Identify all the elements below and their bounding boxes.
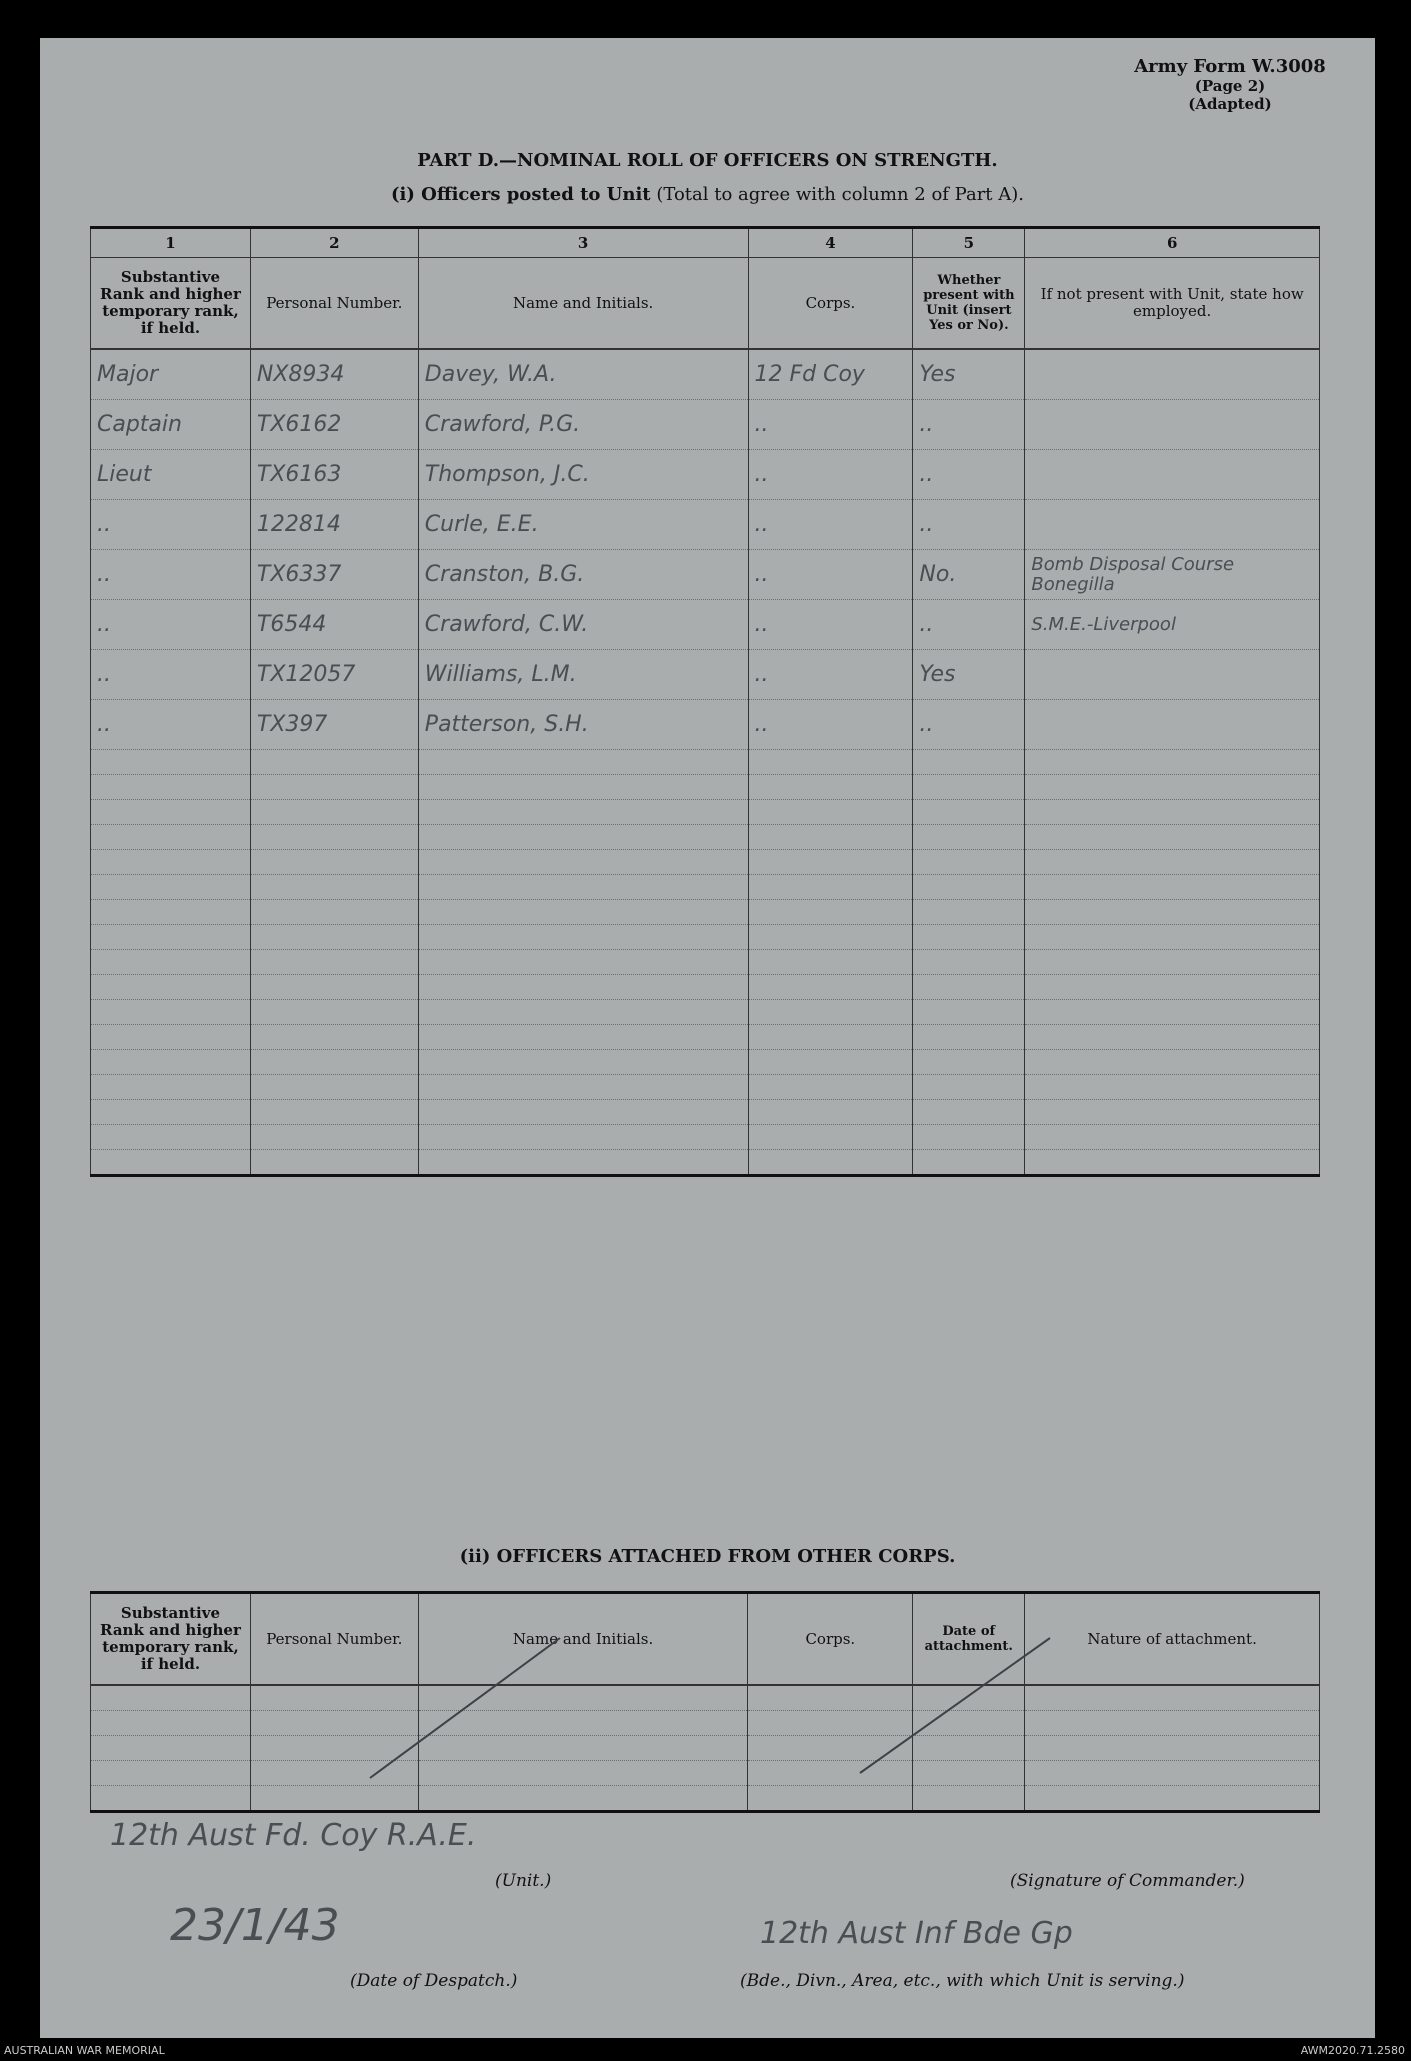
- cell-present: ..: [913, 400, 1025, 450]
- cell-name: Patterson, S.H.: [418, 700, 748, 750]
- cell-number: NX8934: [250, 349, 418, 400]
- unit-label: (Unit.): [495, 1871, 552, 1891]
- cell-number: T6544: [250, 600, 418, 650]
- page-title: PART D.—NOMINAL ROLL OF OFFICERS ON STRENGTH.: [417, 150, 998, 171]
- cell-rank: Captain: [91, 400, 251, 450]
- section-ii-title: (ii) OFFICERS ATTACHED FROM OTHER CORPS.: [459, 1546, 956, 1567]
- header-row: Substantive Rank and higher temporary rank, if held. Personal Number. Name and Initials. Corps. Date of attachment. Nature of attachment.: [91, 1593, 1320, 1686]
- cell-corps: ..: [748, 650, 913, 700]
- cell-number: 122814: [250, 500, 418, 550]
- cell-corps: ..: [748, 500, 913, 550]
- cell-name: Williams, L.M.: [418, 650, 748, 700]
- cell-rank: ..: [91, 550, 251, 600]
- document-sheet: [40, 38, 1375, 2038]
- unit-value: 12th Aust Fd. Coy R.A.E.: [110, 1818, 477, 1853]
- cell-corps: ..: [748, 600, 913, 650]
- cell-name: Thompson, J.C.: [418, 450, 748, 500]
- cell-rank: ..: [91, 500, 251, 550]
- cell-present: Yes: [913, 349, 1025, 400]
- cell-rank: Lieut: [91, 450, 251, 500]
- footer-source: AUSTRALIAN WAR MEMORIAL: [4, 2044, 165, 2057]
- cell-corps: ..: [748, 450, 913, 500]
- cell-present: ..: [913, 450, 1025, 500]
- date-label: (Date of Despatch.): [350, 1971, 518, 1991]
- form-reference: Army Form W.3008 (Page 2) (Adapted): [1134, 56, 1326, 113]
- cell-employed: Bomb Disposal Course Bonegilla: [1025, 550, 1320, 600]
- cell-corps: 12 Fd Coy: [748, 349, 913, 400]
- cell-corps: ..: [748, 400, 913, 450]
- cell-number: TX6162: [250, 400, 418, 450]
- cell-number: TX6337: [250, 550, 418, 600]
- cell-number: TX12057: [250, 650, 418, 700]
- cell-present: Yes: [913, 650, 1025, 700]
- cell-rank: ..: [91, 600, 251, 650]
- commander-label: (Signature of Commander.): [1010, 1871, 1245, 1891]
- column-numbers-row: 1 2 3 4 5 6: [91, 228, 1320, 258]
- cell-name: Crawford, P.G.: [418, 400, 748, 450]
- strike-lines: [40, 38, 1375, 2038]
- cell-name: Crawford, C.W.: [418, 600, 748, 650]
- cell-corps: ..: [748, 700, 913, 750]
- cell-corps: ..: [748, 550, 913, 600]
- footer-accession: AWM2020.71.2580: [1300, 2044, 1405, 2057]
- date-value: 23/1/43: [170, 1900, 340, 1951]
- cell-rank: ..: [91, 650, 251, 700]
- serving-value: 12th Aust Inf Bde Gp: [760, 1916, 1073, 1951]
- section-i-title: (i) Officers posted to Unit (Total to agree with column 2 of Part A).: [391, 184, 1024, 205]
- cell-number: TX397: [250, 700, 418, 750]
- cell-present: ..: [913, 500, 1025, 550]
- cell-present: No.: [913, 550, 1025, 600]
- cell-employed: S.M.E.-Liverpool: [1025, 600, 1320, 650]
- cell-name: Curle, E.E.: [418, 500, 748, 550]
- header-row: Substantive Rank and higher temporary rank, if held. Personal Number. Name and Initials. Corps. Whether present with Unit (insert Yes or No). If not present with Unit, state how employed.: [91, 258, 1320, 350]
- cell-present: ..: [913, 700, 1025, 750]
- serving-label: (Bde., Divn., Area, etc., with which Unit is serving.): [740, 1971, 1185, 1991]
- cell-present: ..: [913, 600, 1025, 650]
- cell-rank: ..: [91, 700, 251, 750]
- cell-number: TX6163: [250, 450, 418, 500]
- cell-name: Davey, W.A.: [418, 349, 748, 400]
- cell-name: Cranston, B.G.: [418, 550, 748, 600]
- cell-rank: Major: [91, 349, 251, 400]
